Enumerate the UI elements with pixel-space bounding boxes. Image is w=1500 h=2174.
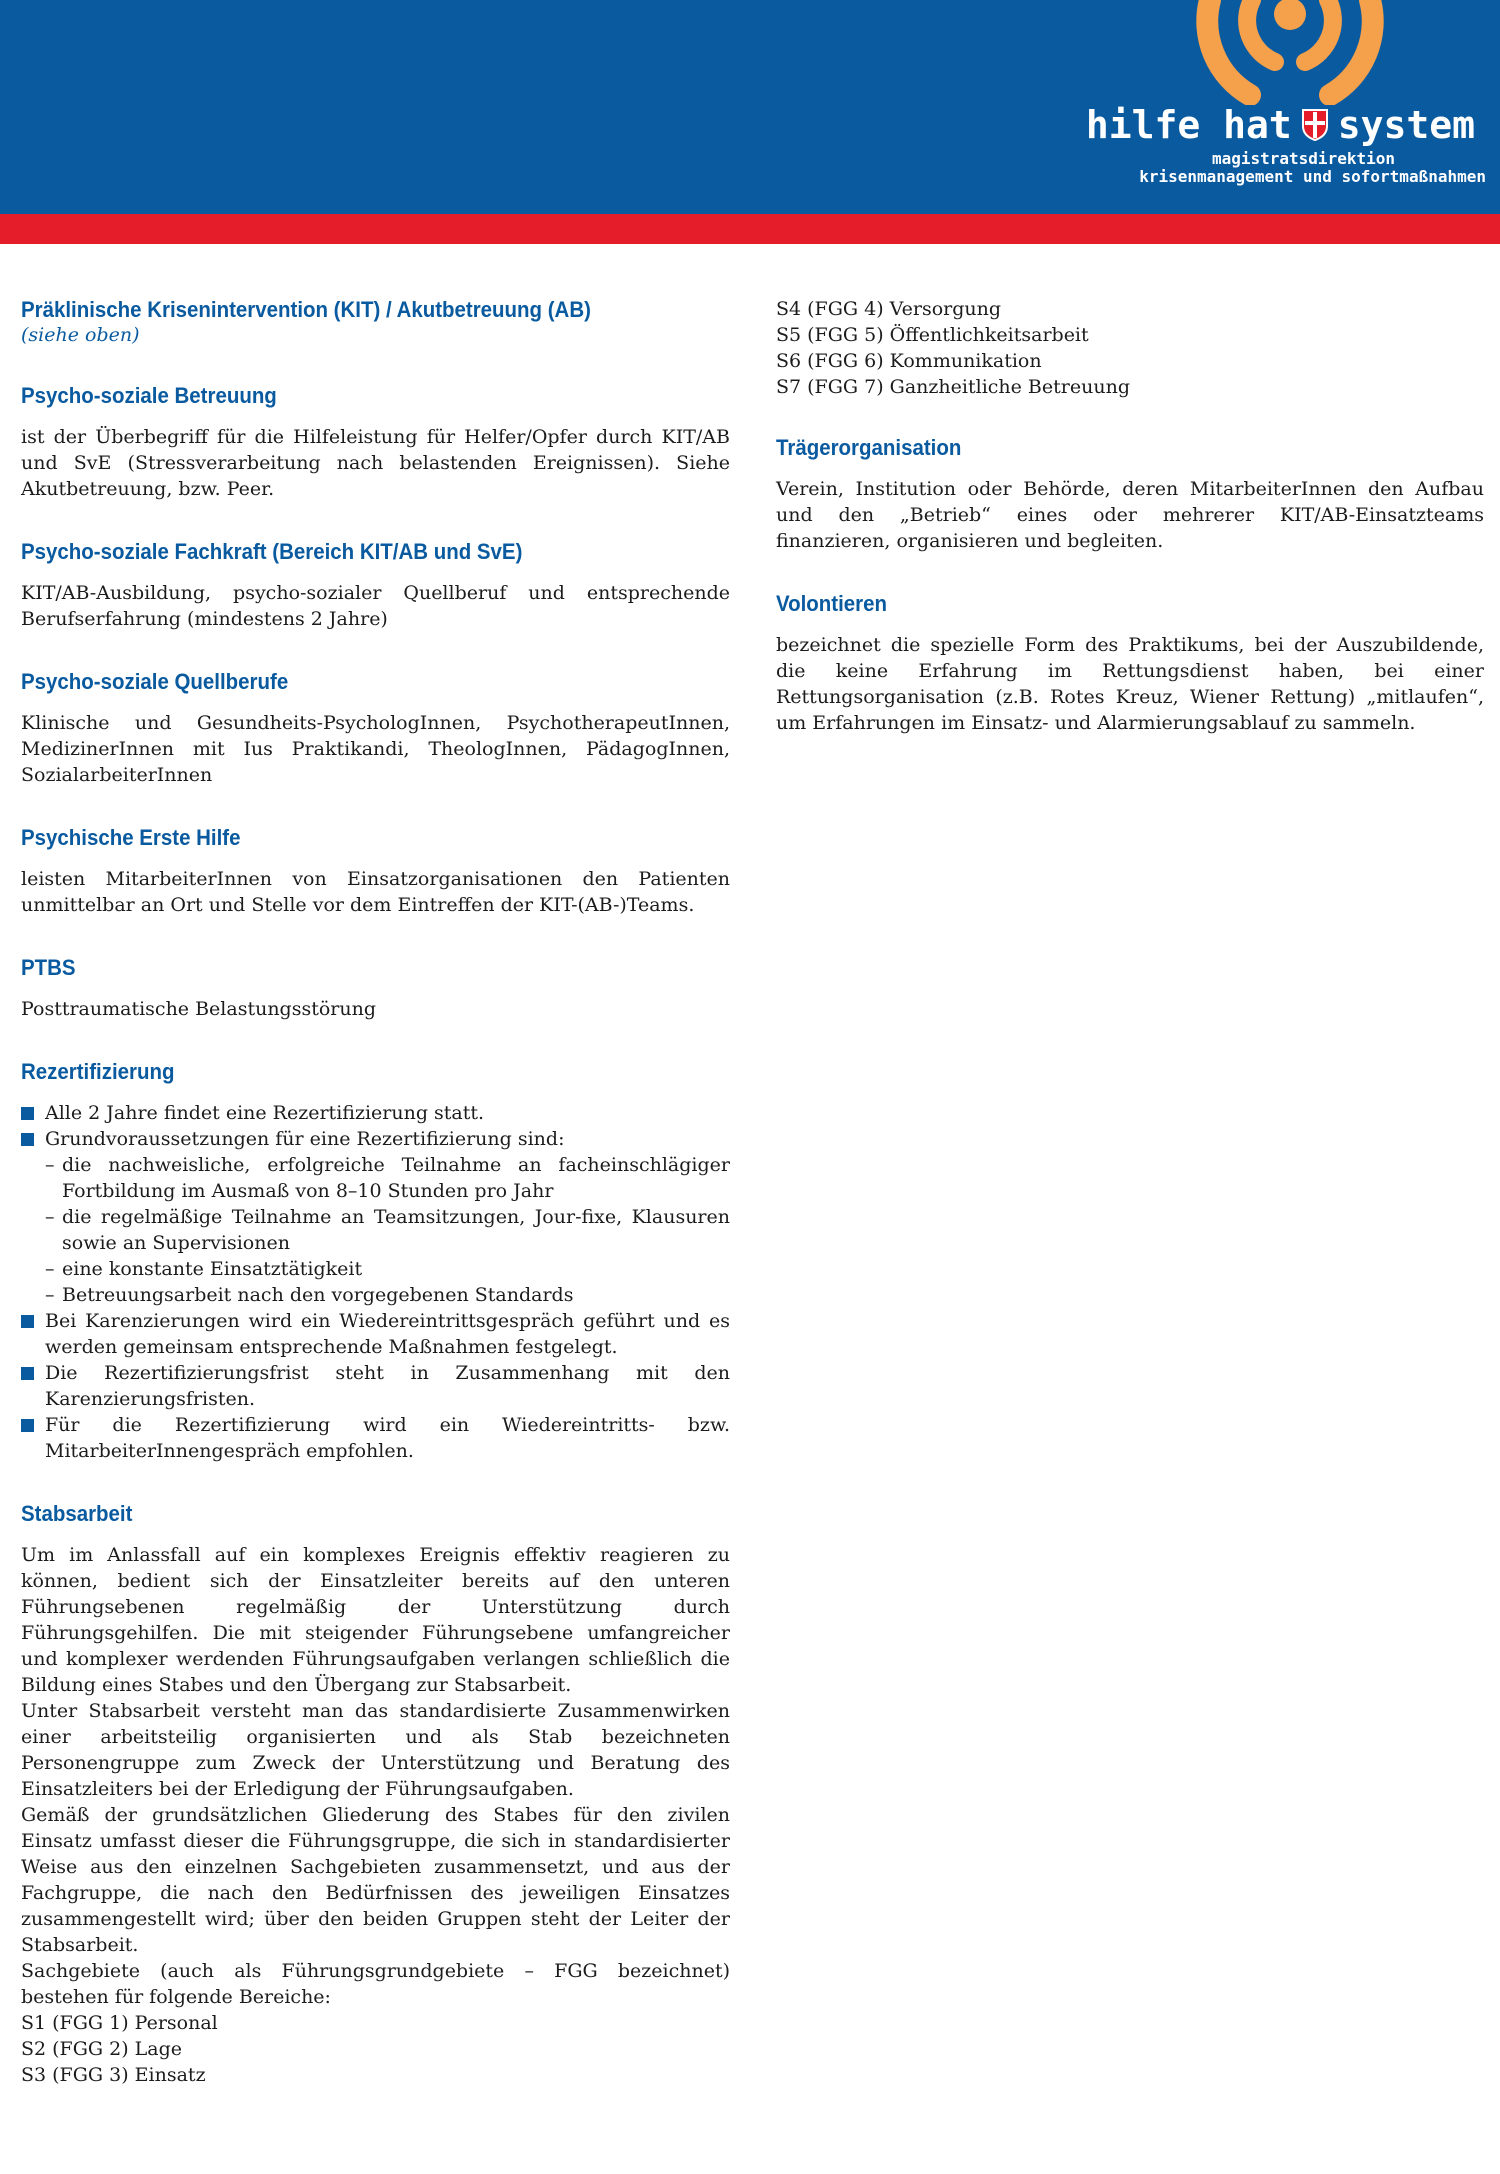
list-item-text: Alle 2 Jahre findet eine Rezertifizierung statt. (45, 1102, 485, 1124)
dash-mark: – (45, 1258, 55, 1280)
dash-mark: – (45, 1154, 55, 1176)
bullet-square-icon (21, 1107, 34, 1120)
vienna-coat-of-arms-icon (1302, 109, 1328, 141)
dash-item-text: die regelmäßige Teilnahme an Teamsitzungen, Jour-fixe, Klausuren sowie an Supervisionen (62, 1206, 730, 1254)
list-item (21, 1412, 730, 1464)
section-title: PTBS (21, 955, 76, 980)
brand-wordmark (1086, 100, 1475, 150)
list-item (21, 1126, 730, 1308)
section-kit (21, 296, 730, 346)
left-column (21, 296, 730, 2124)
brand-left: hilfe hat (1085, 103, 1292, 147)
section-text: Posttraumatische Belastungsstörung (21, 998, 377, 1020)
dash-mark: – (45, 1206, 55, 1228)
dash-item (45, 1256, 730, 1282)
list-item (21, 1308, 730, 1360)
section-title: Psychische Erste Hilfe (21, 825, 241, 850)
sachgebiet-item: S6 (FGG 6) Kommunikation (776, 350, 1042, 372)
red-stripe (0, 214, 1500, 244)
section-erste-hilfe (21, 824, 730, 918)
section-text: ist der Überbegriff für die Hilfeleistung für Helfer/Opfer durch KIT/AB und SvE (Stressverarbeitung nach belastenden Ereignissen). Siehe Akutbetreuung, bzw. Peer. (21, 426, 730, 500)
section-title: Rezertifizierung (21, 1059, 175, 1084)
section-text: Klinische und Gesundheits-PsychologInnen, PsychotherapeutInnen, MedizinerInnen mit Ius Praktikandi, TheologInnen, PädagogInnen, SozialarbeiterInnen (21, 712, 730, 786)
list-item-text: Die Rezertifizierungsfrist steht in Zusammenhang mit den Karenzierungsfristen. (45, 1362, 730, 1410)
section-rezertifizierung (21, 1058, 730, 1464)
section-text: bezeichnet die spezielle Form des Praktikums, bei der Auszubildende, die keine Erfahrung im Rettungsdienst haben, bei einer Rettungsorganisation (z.B. Rotes Kreuz, Wiener Rettung) „mitlaufen“, um Erfahrungen im Einsatz- und Alarmierungsablauf zu sammeln. (776, 634, 1484, 734)
right-column (776, 296, 1484, 772)
header-band (0, 0, 1500, 214)
sachgebiete-continued (776, 296, 1484, 400)
list-item-text: Bei Karenzierungen wird ein Wiedereintrittsgespräch geführt und es werden gemeinsam entsprechende Maßnahmen festgelegt. (45, 1310, 730, 1358)
dash-item (45, 1152, 730, 1204)
section-volontieren (776, 590, 1484, 736)
sachgebiet-item: S3 (FGG 3) Einsatz (21, 2064, 206, 2086)
list-item (21, 1360, 730, 1412)
list-item-text: Für die Rezertifizierung wird ein Wiedereintritts- bzw. MitarbeiterInnengespräch empfohlen. (45, 1414, 730, 1462)
paragraph: Sachgebiete (auch als Führungsgrundgebiete – FGG bezeichnet) bestehen für folgende Bereiche: (21, 1960, 730, 2008)
section-traegerorganisation (776, 434, 1484, 554)
org-line-1: magistratsdirektion (1211, 149, 1395, 168)
bullet-list (21, 1100, 730, 1464)
list-item-text: Grundvoraussetzungen für eine Rezertifizierung sind: (45, 1128, 565, 1150)
sachgebiete-list (21, 2010, 730, 2088)
bullet-square-icon (21, 1419, 34, 1432)
sachgebiet-item: S1 (FGG 1) Personal (21, 2012, 218, 2034)
paragraph: Gemäß der grundsätzlichen Gliederung des Stabes für den zivilen Einsatz umfasst dieser die Führungsgruppe, die sich in standardisierter Weise aus den einzelnen Sachgebieten zusammensetzt, und aus der Fachgruppe, die nach den Bedürfnissen des jeweiligen Einsatzes zusammengestellt wird; über den beiden Gruppen steht der Leiter der Stabsarbeit. (21, 1804, 730, 1956)
dash-item (45, 1204, 730, 1256)
section-quellberufe (21, 668, 730, 788)
section-title: Stabsarbeit (21, 1501, 133, 1526)
section-psycho-soziale-betreuung (21, 382, 730, 502)
sachgebiet-item: S7 (FGG 7) Ganzheitliche Betreuung (776, 376, 1130, 398)
section-text: leisten MitarbeiterInnen von Einsatzorganisationen den Patienten unmittelbar an Ort und Stelle vor dem Eintreffen der KIT-(AB-)Teams. (21, 868, 730, 916)
dash-item (45, 1282, 730, 1308)
sachgebiet-item: S5 (FGG 5) Öffentlichkeitsarbeit (776, 324, 1089, 346)
dash-item-text: Betreuungsarbeit nach den vorgegebenen Standards (62, 1284, 574, 1306)
org-line-2: krisenmanagement und sofortmaßnahmen (1139, 167, 1486, 186)
bullet-square-icon (21, 1133, 34, 1146)
sachgebiet-item: S4 (FGG 4) Versorgung (776, 298, 1002, 320)
section-fachkraft (21, 538, 730, 632)
section-title: Präklinische Krisenintervention (KIT) / Akutbetreuung (AB) (21, 297, 591, 322)
list-item (21, 1100, 730, 1126)
bullet-square-icon (21, 1315, 34, 1328)
section-title: Trägerorganisation (776, 435, 962, 460)
dash-list (45, 1152, 730, 1308)
section-text: Verein, Institution oder Behörde, deren MitarbeiterInnen den Aufbau und den „Betrieb“ eines oder mehrerer KIT/AB-Einsatzteams finanzieren, organisieren und begleiten. (776, 478, 1484, 552)
paragraph: Unter Stabsarbeit versteht man das standardisierte Zusammenwirken einer arbeitsteilig organisierten und als Stab bezeichneten Personengruppe zum Zweck der Unterstützung und Beratung des Einsatzleiters bei der Erledigung der Führungsaufgaben. (21, 1700, 730, 1800)
section-title: Psycho-soziale Fachkraft (Bereich KIT/AB und SvE) (21, 539, 523, 564)
brand-right: system (1337, 103, 1475, 147)
section-stabsarbeit (21, 1500, 730, 2088)
sachgebiet-item: S2 (FGG 2) Lage (21, 2038, 183, 2060)
dash-item-text: die nachweisliche, erfolgreiche Teilnahme an facheinschlägiger Fortbildung im Ausmaß von 8–10 Stunden pro Jahr (62, 1154, 730, 1202)
bullet-square-icon (21, 1367, 34, 1380)
hilfe-hat-system-logo-icon (1180, 0, 1400, 105)
section-ptbs (21, 954, 730, 1022)
section-title: Volontieren (776, 591, 888, 616)
paragraph: Um im Anlassfall auf ein komplexes Ereignis effektiv reagieren zu können, bedient sich der Einsatzleiter bereits auf den unteren Führungsebenen regelmäßig der Unterstützung durch Führungsgehilfen. Die mit steigender Führungsebene umfangreicher und komplexer werdenden Führungsaufgaben verlangen schließlich die Bildung eines Stabes und den Übergang zur Stabsarbeit. (21, 1544, 730, 1696)
section-title: Psycho-soziale Quellberufe (21, 669, 289, 694)
dash-item-text: eine konstante Einsatztätigkeit (62, 1258, 363, 1280)
section-note: (siehe oben) (21, 324, 140, 346)
dash-mark: – (45, 1284, 55, 1306)
section-title: Psycho-soziale Betreuung (21, 383, 277, 408)
section-text: KIT/AB-Ausbildung, psycho-sozialer Quellberuf und entsprechende Berufserfahrung (mindestens 2 Jahre) (21, 582, 730, 630)
